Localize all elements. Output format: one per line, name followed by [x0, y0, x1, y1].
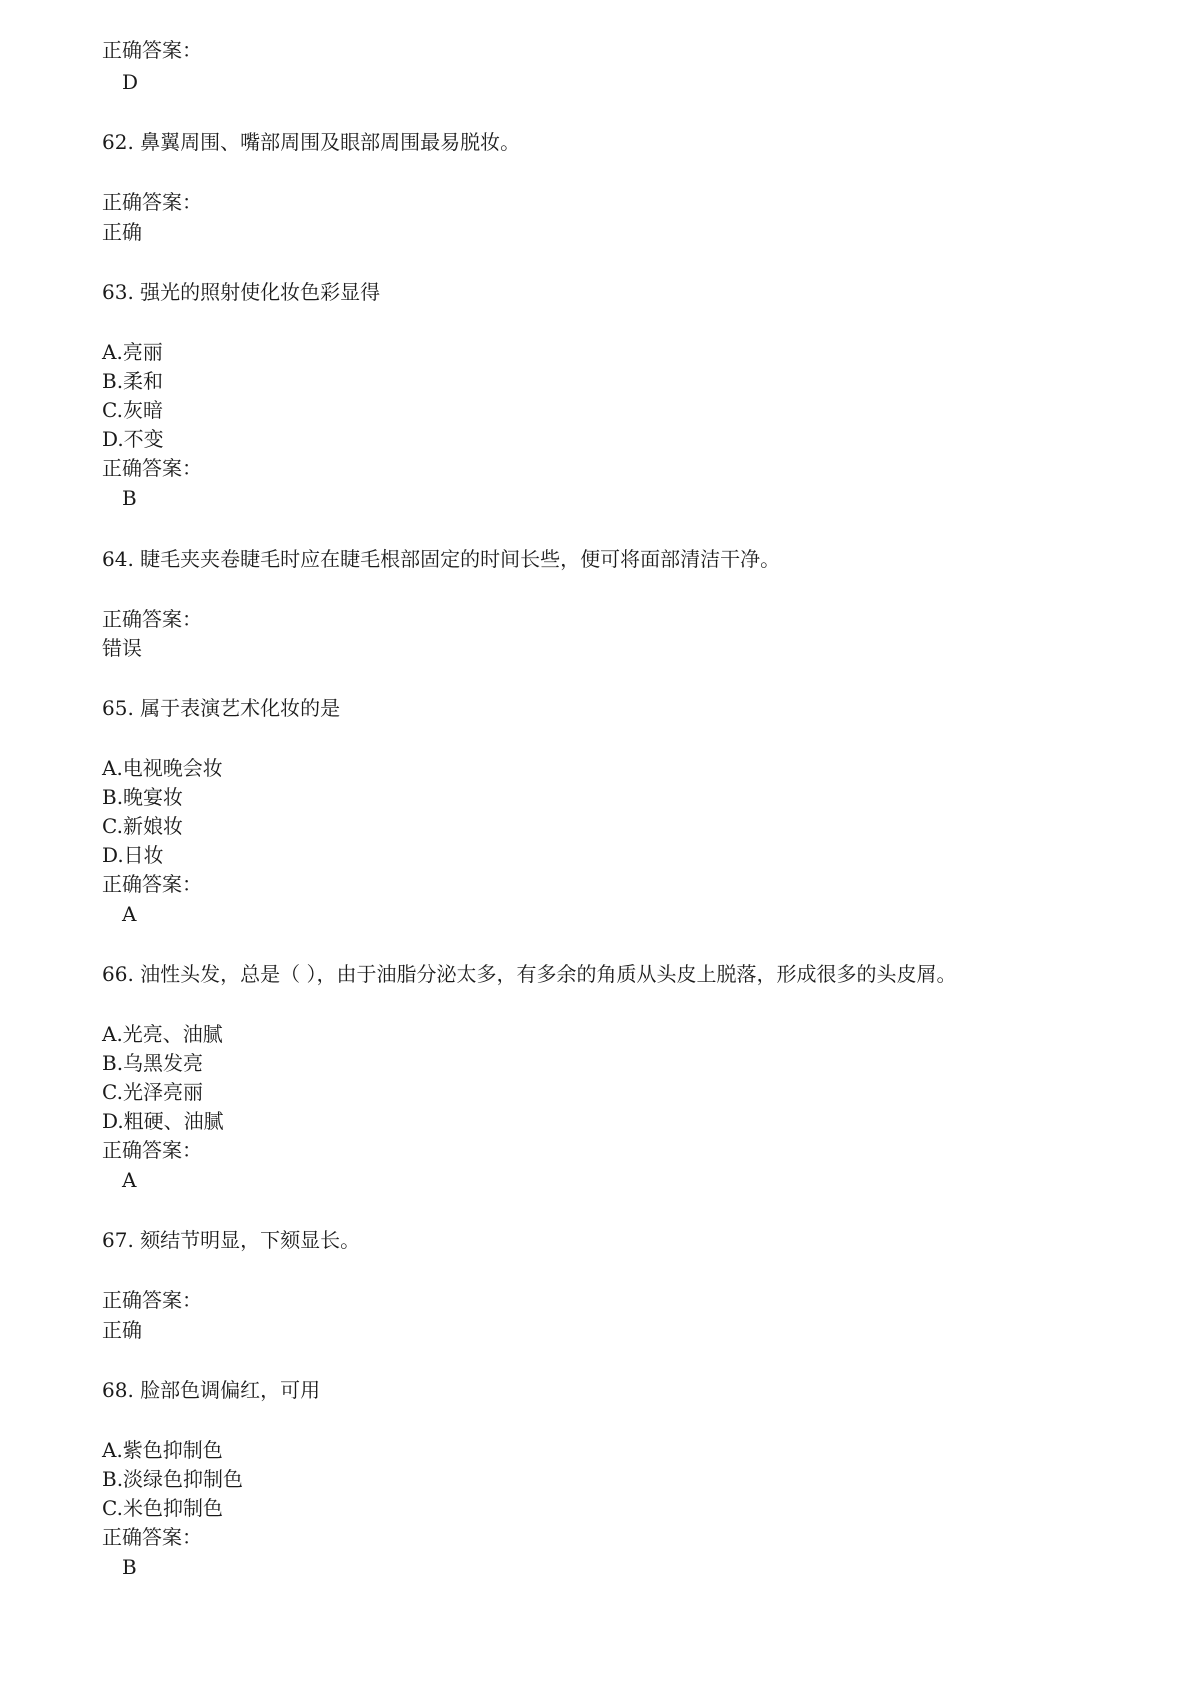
- option-d: D.不变: [102, 427, 164, 451]
- answer-label: 正确答案：: [102, 872, 202, 896]
- answer-label: 正确答案：: [102, 1288, 202, 1312]
- option-d: D.粗硬、油腻: [102, 1109, 224, 1133]
- answer-label: 正确答案：: [102, 1138, 202, 1162]
- option-c: C.米色抑制色: [102, 1496, 223, 1520]
- option-b: B.淡绿色抑制色: [102, 1467, 244, 1491]
- answer-value: 正确: [102, 220, 142, 244]
- option-c: C.光泽亮丽: [102, 1080, 203, 1104]
- question-65: 65. 属于表演艺术化妆的是: [102, 696, 341, 720]
- answer-label: 正确答案：: [102, 607, 202, 631]
- option-c: C.灰暗: [102, 398, 163, 422]
- question-67: 67. 颏结节明显，下颏显长。: [102, 1228, 361, 1252]
- question-63: 63. 强光的照射使化妆色彩显得: [102, 280, 381, 304]
- option-a: A.紫色抑制色: [102, 1438, 223, 1462]
- answer-label: 正确答案：: [102, 1525, 202, 1549]
- answer-label: 正确答案：: [102, 456, 202, 480]
- answer-label: 正确答案：: [102, 38, 202, 62]
- answer-value: B: [122, 486, 137, 510]
- option-d: D.日妆: [102, 843, 164, 867]
- question-64: 64. 睫毛夹夹卷睫毛时应在睫毛根部固定的时间长些，便可将面部清洁干净。: [102, 547, 781, 571]
- answer-value: B: [122, 1555, 137, 1579]
- answer-value: 错误: [102, 636, 142, 660]
- question-66: 66. 油性头发，总是（ ），由于油脂分泌太多，有多余的角质从头皮上脱落，形成很多的头皮屑。: [102, 962, 957, 986]
- option-b: B.晚宴妆: [102, 785, 184, 809]
- answer-label: 正确答案：: [102, 190, 202, 214]
- answer-value: A: [122, 902, 137, 926]
- question-62: 62. 鼻翼周围、嘴部周围及眼部周围最易脱妆。: [102, 130, 521, 154]
- option-b: B.柔和: [102, 369, 164, 393]
- answer-value: 正确: [102, 1318, 142, 1342]
- option-b: B.乌黑发亮: [102, 1051, 204, 1075]
- option-a: A.亮丽: [102, 340, 163, 364]
- question-68: 68. 脸部色调偏红，可用: [102, 1378, 321, 1402]
- answer-value: A: [122, 1168, 137, 1192]
- option-c: C.新娘妆: [102, 814, 183, 838]
- answer-value: D: [122, 70, 139, 94]
- option-a: A.电视晚会妆: [102, 756, 223, 780]
- option-a: A.光亮、油腻: [102, 1022, 223, 1046]
